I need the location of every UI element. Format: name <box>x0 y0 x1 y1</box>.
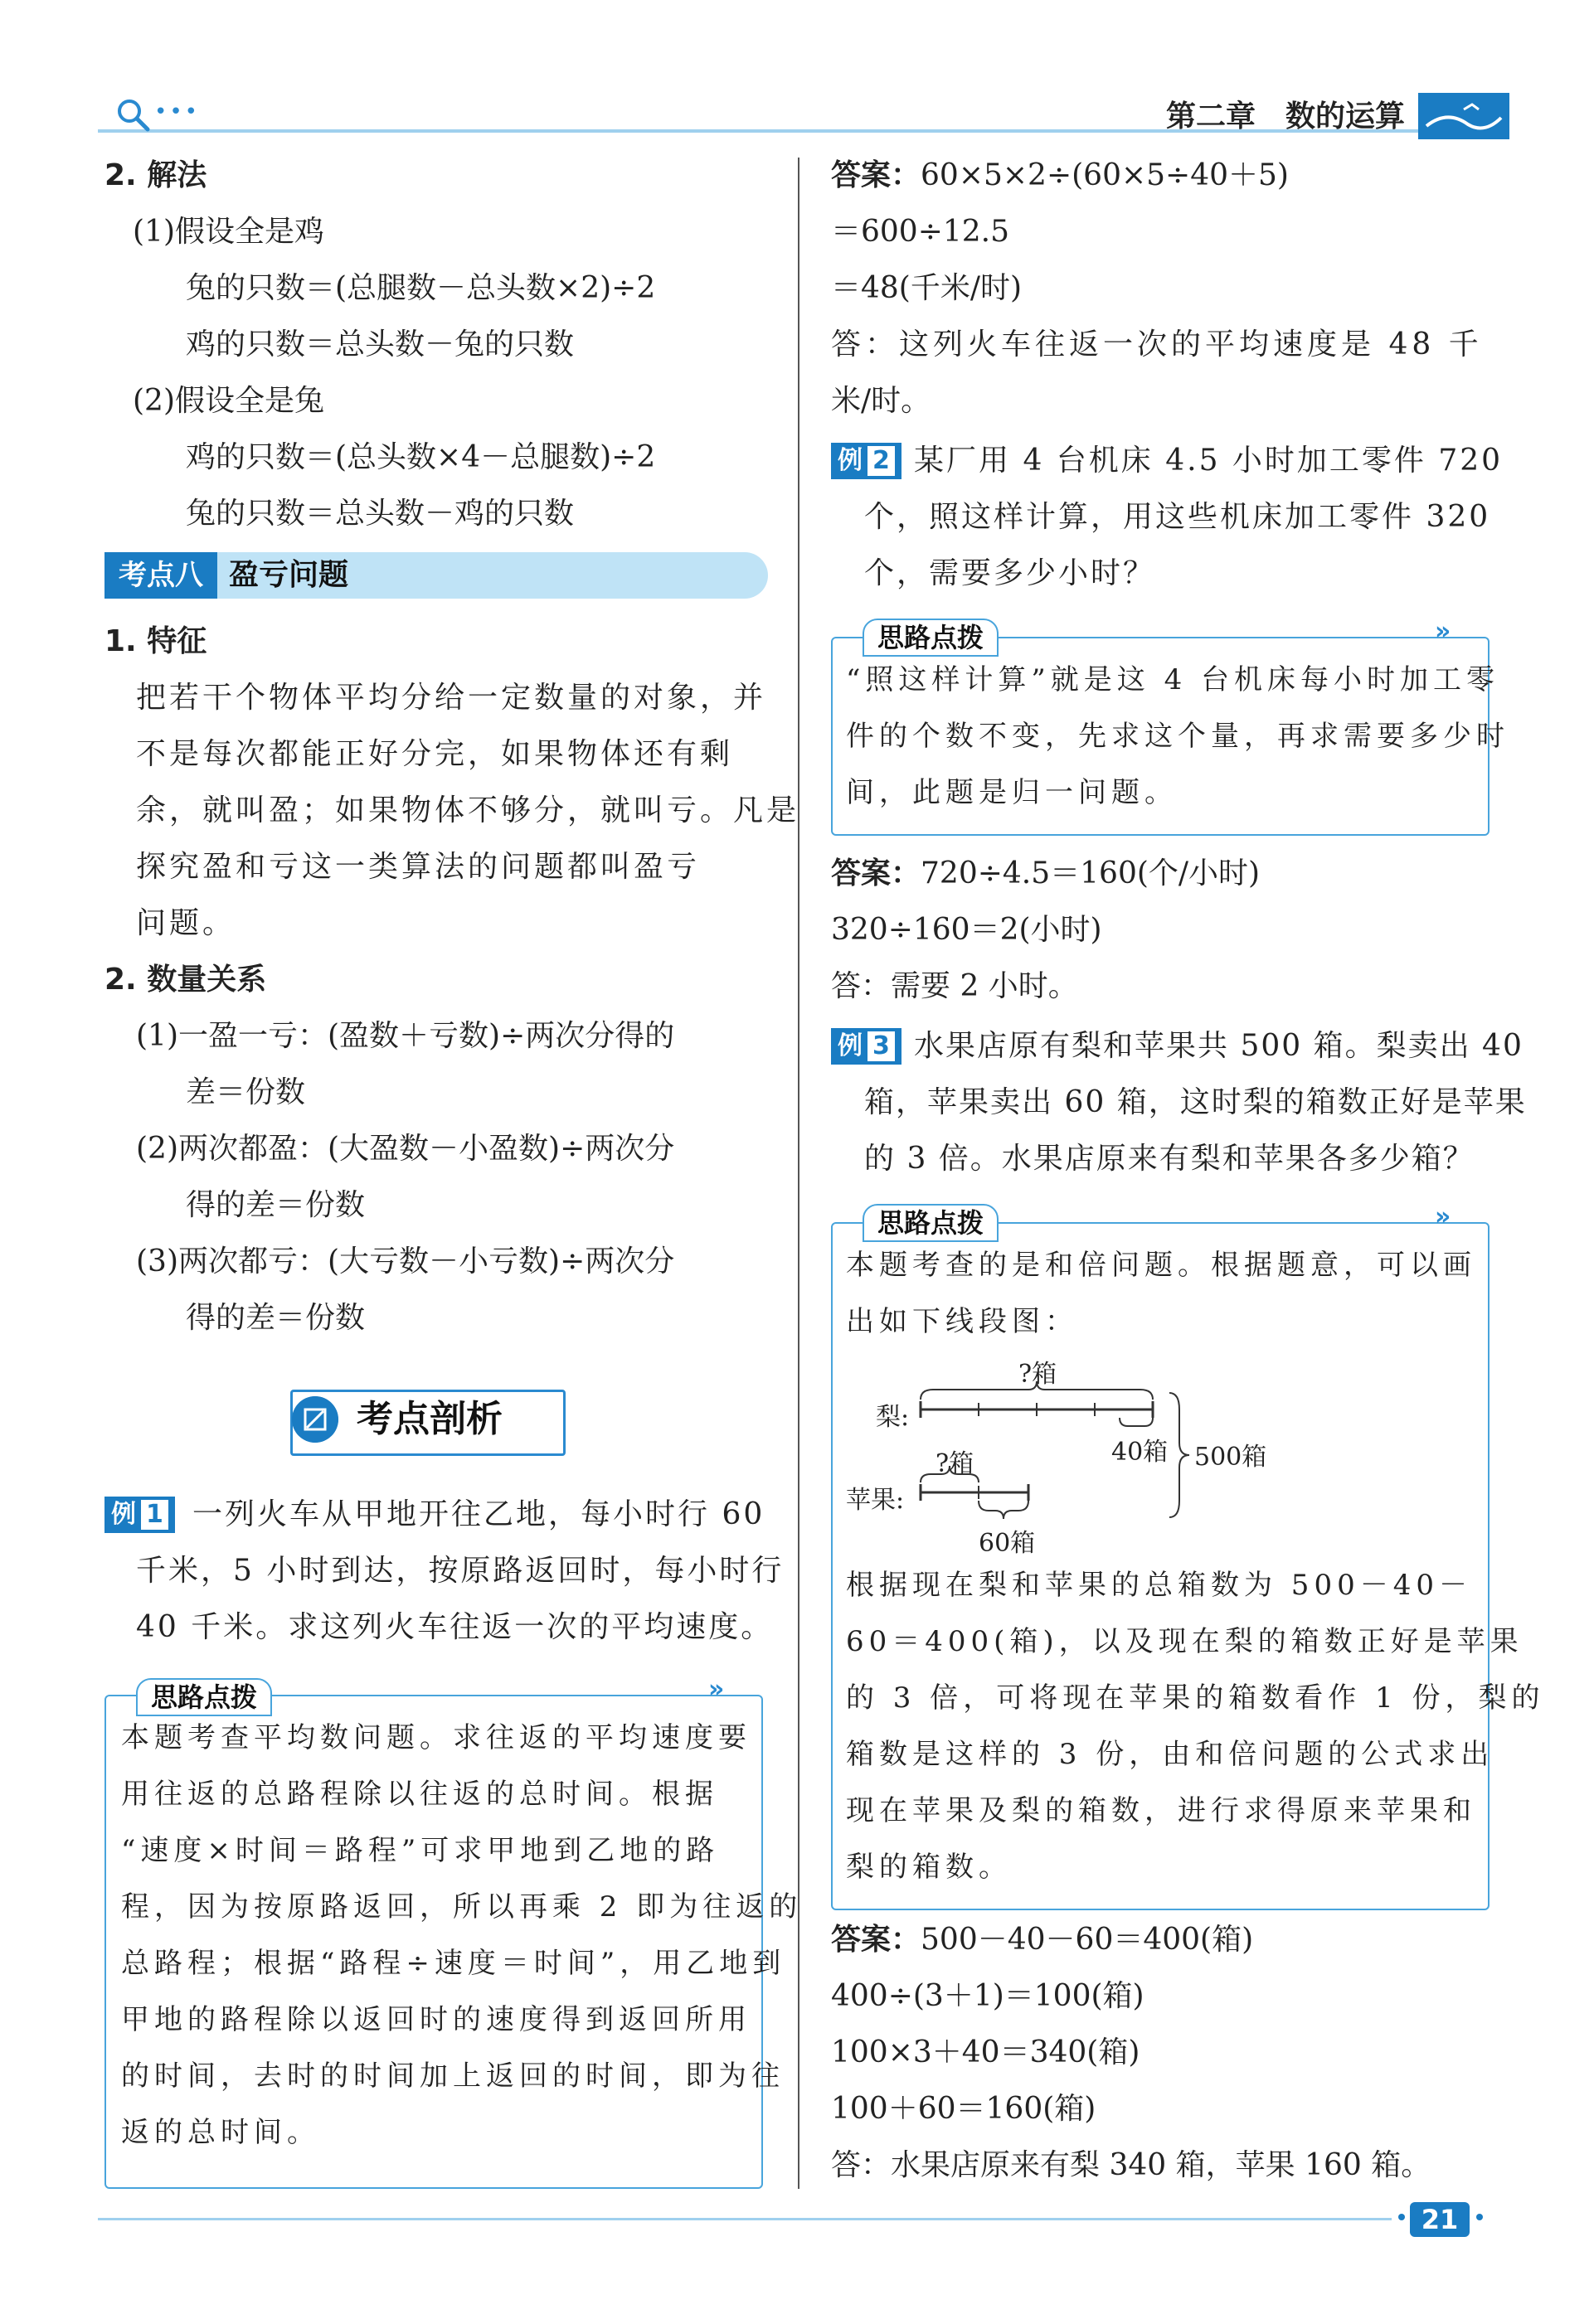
hint-1-line: 甲地的路程除以返回时的速度得到返回所用 <box>121 2003 751 2036</box>
answer-2-line-2: 320÷160＝2(小时) <box>831 913 1102 947</box>
example-2-line: 个，照这样计算，用这些机床加工零件 320 <box>864 500 1491 534</box>
hint-3-line: 现在苹果及梨的箱数，进行求得原来苹果和 <box>846 1794 1476 1827</box>
hint-2-line: 件的个数不变，先求这个量，再求需要多少时 <box>846 720 1509 753</box>
column-divider <box>798 158 799 2189</box>
diagram-apple-question: ?箱 <box>936 1449 974 1478</box>
hint-1-line: “速度×时间＝路程”可求甲地到乙地的路 <box>121 1834 720 1867</box>
example-2-line: 某厂用 4 台机床 4.5 小时加工零件 720 <box>914 444 1504 478</box>
example-number: 3 <box>867 1031 895 1061</box>
answer-label: 答案： <box>831 158 921 192</box>
hint-tab-1: 思路点拨 <box>136 1678 272 1716</box>
hint-1-line: 总路程；根据“路程÷速度＝时间”，用乙地到 <box>121 1947 786 1980</box>
answer-1-line-3: ＝48(千米/时) <box>831 271 1023 305</box>
example-3-line: 箱，苹果卖出 60 箱，这时梨的箱数正好是苹果 <box>864 1085 1527 1119</box>
example-number: 2 <box>867 446 895 476</box>
footer-dot <box>1398 2214 1405 2220</box>
section-title: 考点剖析 <box>357 1398 503 1440</box>
chapter-title: 第二章 数的运算 <box>1165 99 1405 133</box>
guanxi-line: 得的差＝份数 <box>186 1301 366 1335</box>
answer-3-line-5: 答：水果店原来有梨 340 箱，苹果 160 箱。 <box>831 2148 1431 2182</box>
guanxi-line: 得的差＝份数 <box>186 1188 366 1222</box>
guanxi-line: (1)一盈一亏：(盈数＋亏数)÷两次分得的 <box>136 1019 675 1053</box>
hint-3-line: 本题考查的是和倍问题。根据题意，可以画 <box>846 1249 1476 1282</box>
tezheng-line: 把若干个物体平均分给一定数量的对象，并 <box>136 681 767 715</box>
answer-text: 60×5×2÷(60×5÷40＋5) <box>921 158 1289 192</box>
example-label: 例 <box>838 446 863 475</box>
diagram-total: 500箱 <box>1194 1443 1267 1472</box>
example-1-tag <box>104 1497 175 1533</box>
answer-text: 720÷4.5＝160(个/小时) <box>921 856 1261 890</box>
footer-dot <box>1476 2214 1483 2220</box>
hint-1-line: 用往返的总路程除以往返的总时间。根据 <box>121 1778 718 1811</box>
tezheng-line: 问题。 <box>136 906 236 940</box>
example-3-line: 的 3 倍。水果店原来有梨和苹果各多少箱？ <box>864 1142 1475 1176</box>
tezheng-line: 不是每次都能正好分完，如果物体还有剩 <box>136 737 734 771</box>
double-chevron-icon: » <box>1435 1202 1451 1231</box>
answer-1-line-4: 答：这列火车往返一次的平均速度是 48 千 <box>831 327 1483 361</box>
jiefa-2b: 兔的只数＝总头数－鸡的只数 <box>186 497 575 531</box>
example-1-line: 40 千米。求这列火车往返一次的平均速度。 <box>136 1610 774 1644</box>
answer-3-line-3: 100×3＋40＝340(箱) <box>831 2035 1140 2069</box>
diagram-pear-sold: 40箱 <box>1111 1438 1169 1467</box>
example-2-line: 个，需要多少小时？ <box>864 556 1156 590</box>
hint-3-line: 根据现在梨和苹果的总箱数为 500－40－ <box>846 1569 1472 1602</box>
guanxi-line: (2)两次都盈：(大盈数－小盈数)÷两次分 <box>136 1132 675 1166</box>
kaodian-title: 盈亏问题 <box>229 558 349 592</box>
page-number: 21 <box>1410 2202 1470 2237</box>
example-label: 例 <box>838 1031 863 1060</box>
hint-1-line: 本题考查平均数问题。求往返的平均速度要 <box>121 1721 751 1754</box>
double-chevron-icon: » <box>708 1675 725 1704</box>
footer-rule <box>98 2218 1392 2220</box>
diagram-apple-sold: 60箱 <box>979 1529 1036 1558</box>
answer-1-line-2: ＝600÷12.5 <box>831 215 1010 249</box>
jiefa-1a: 兔的只数＝(总腿数－总头数×2)÷2 <box>186 271 656 305</box>
wave-bird-logo-icon <box>1418 93 1509 139</box>
answer-label: 答案： <box>831 1923 921 1957</box>
example-3-line: 水果店原有梨和苹果共 500 箱。梨卖出 40 <box>914 1029 1524 1063</box>
kaodian-tag: 考点八 <box>104 552 217 599</box>
diagram-pear-question: ?箱 <box>1018 1360 1057 1389</box>
example-1-line: 千米，5 小时到达，按原路返回时，每小时行 <box>136 1554 785 1588</box>
hint-1-line: 程，因为按原路返回，所以再乘 2 即为往返的 <box>121 1890 803 1924</box>
hint-2-line: “照这样计算”就是这 4 台机床每小时加工零 <box>846 663 1500 696</box>
answer-3-line-1 <box>831 1922 1253 1958</box>
jiefa-title: 2. 解法 <box>104 158 207 192</box>
guanxi-title: 2. 数量关系 <box>104 963 267 997</box>
guanxi-line: (3)两次都亏：(大亏数－小亏数)÷两次分 <box>136 1244 675 1278</box>
answer-text: 500－40－60＝400(箱) <box>921 1923 1254 1957</box>
diagram-apple-label: 苹果: <box>846 1486 905 1515</box>
hint-2-line: 间，此题是归一问题。 <box>846 776 1178 809</box>
hint-3-line: 的 3 倍，可将现在苹果的箱数看作 1 份，梨的 <box>846 1681 1545 1715</box>
tezheng-title: 1. 特征 <box>104 624 207 658</box>
answer-1-line-1 <box>831 158 1289 194</box>
jiefa-2: (2)假设全是兔 <box>133 384 324 418</box>
double-chevron-icon: » <box>1435 617 1451 646</box>
diagram-pear-label: 梨: <box>876 1403 910 1432</box>
example-2-tag <box>831 443 901 479</box>
guanxi-line: 差＝份数 <box>186 1075 306 1109</box>
hint-3-line: 60＝400(箱)，以及现在梨的箱数正好是苹果 <box>846 1625 1524 1658</box>
answer-label: 答案： <box>831 856 921 890</box>
hint-1-line: 的时间，去时的时间加上返回的时间，即为往 <box>121 2060 785 2093</box>
jiefa-1b: 鸡的只数＝总头数－兔的只数 <box>186 327 575 361</box>
tezheng-line: 余，就叫盈；如果物体不够分，就叫亏。凡是 <box>136 793 800 827</box>
answer-1-line-5: 米/时。 <box>831 384 931 418</box>
answer-2-line-1 <box>831 856 1260 892</box>
answer-3-line-4: 100＋60＝160(箱) <box>831 2092 1096 2126</box>
example-1-line: 一列火车从甲地开往乙地，每小时行 60 <box>192 1497 765 1531</box>
hint-1-line: 返的总时间。 <box>121 2116 320 2149</box>
search-dots: ••• <box>154 99 201 124</box>
example-3-tag <box>831 1028 901 1065</box>
example-number: 1 <box>141 1500 168 1530</box>
jiefa-2a: 鸡的只数＝(总头数×4－总腿数)÷2 <box>186 440 656 474</box>
hint-3-line: 出如下线段图： <box>846 1305 1078 1338</box>
example-label: 例 <box>111 1500 136 1529</box>
answer-2-line-3: 答：需要 2 小时。 <box>831 969 1078 1003</box>
hint-tab-3: 思路点拨 <box>863 1204 999 1242</box>
jiefa-1: (1)假设全是鸡 <box>133 215 324 249</box>
answer-3-line-2: 400÷(3＋1)＝100(箱) <box>831 1979 1144 2013</box>
hint-3-line: 梨的箱数。 <box>846 1851 1012 1884</box>
search-icon <box>114 96 151 133</box>
pencil-icon <box>292 1396 338 1443</box>
tezheng-line: 探究盈和亏这一类算法的问题都叫盈亏 <box>136 850 701 884</box>
hint-tab-2: 思路点拨 <box>863 619 999 657</box>
hint-3-line: 箱数是这样的 3 份，由和倍问题的公式求出 <box>846 1738 1494 1771</box>
